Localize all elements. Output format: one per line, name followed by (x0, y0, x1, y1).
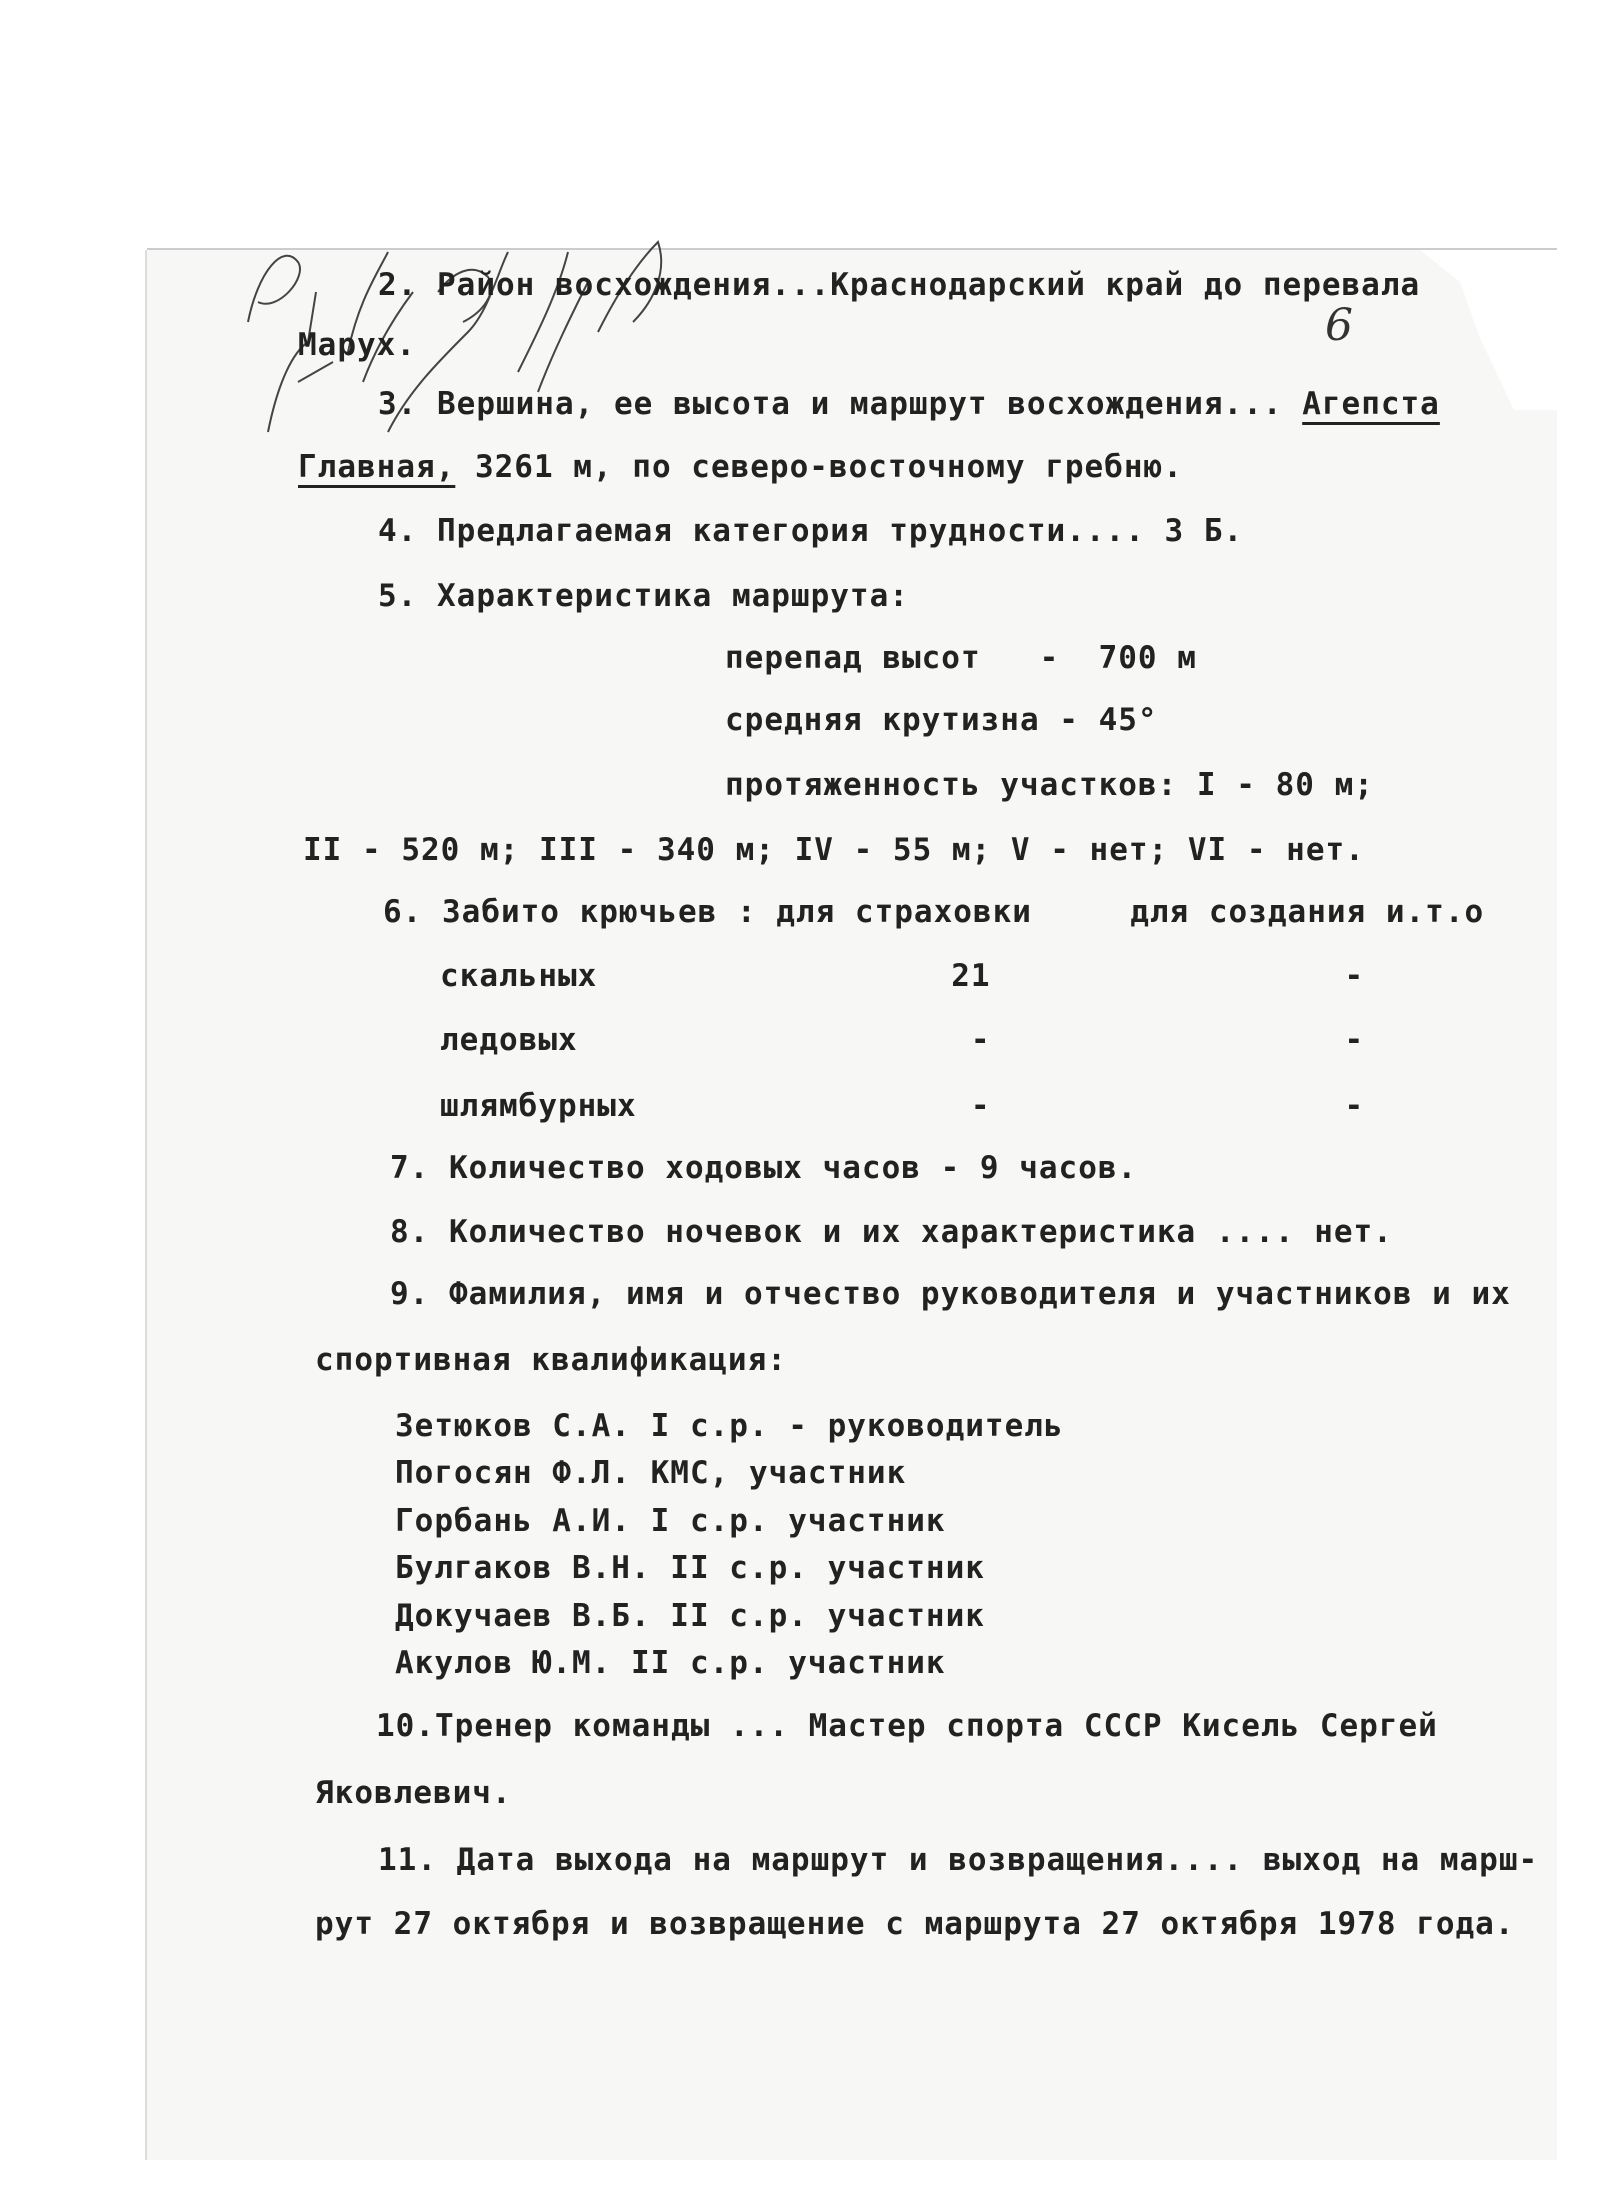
item-4-line: 4. Предлагаемая категория трудности.... 3 Б. (378, 513, 1244, 549)
sections-length: протяженность участков: I - 80 м; (725, 767, 1374, 803)
item-3-line (378, 386, 1440, 422)
peak-name-main-underlined: Главная, (298, 449, 456, 485)
item-10-continuation: Яковлевич. (315, 1775, 512, 1811)
item-2-continuation: Марух. (298, 327, 416, 363)
item-8-line: 8. Количество ночевок и их характеристика .... нет. (390, 1214, 1393, 1250)
pitons-rock-row: скальных 21 - (440, 958, 1365, 994)
item-3-text: 3. Вершина, ее высота и маршрут восхождения... (378, 386, 1303, 422)
item-10-line: 10.Тренер команды ... Мастер спорта СССР Кисель Сергей (376, 1708, 1438, 1744)
item-3-continuation-text: 3261 м, по северо-восточному гребню. (455, 449, 1183, 485)
average-steepness: средняя крутизна - 45° (725, 702, 1158, 738)
participant-row: Горбань А.И. I с.р. участник (395, 1503, 946, 1539)
pitons-bolt-row: шлямбурных - - (440, 1088, 1365, 1124)
page-number: 6 (1325, 300, 1353, 351)
item-9-line: 9. Фамилия, имя и отчество руководителя и участников и их (390, 1276, 1511, 1312)
participant-row: Зетюков С.А. I с.р. - руководитель (395, 1408, 1064, 1444)
item-11-continuation: рут 27 октября и возвращение с маршрута 27 октября 1978 года. (315, 1906, 1515, 1942)
item-2-line: 2. Район восхождения...Краснодарский край до перевала (378, 267, 1421, 303)
item-7-line: 7. Количество ходовых часов - 9 часов. (390, 1150, 1138, 1186)
item-9-continuation: спортивная квалификация: (315, 1342, 787, 1378)
item-6-heading: 6. Забито крючьев : для страховки для создания и.т.о (383, 894, 1485, 930)
participant-row: Погосян Ф.Л. КМС, участник (395, 1455, 907, 1491)
item-3-continuation (298, 449, 1183, 485)
participant-row: Акулов Ю.М. II с.р. участник (395, 1645, 946, 1681)
item-11-line: 11. Дата выхода на маршрут и возвращения.... выход на марш- (378, 1842, 1539, 1878)
participant-row: Булгаков В.Н. II с.р. участник (395, 1550, 985, 1586)
peak-name-underlined: Агепста (1302, 386, 1440, 422)
participant-row: Докучаев В.Б. II с.р. участник (395, 1598, 985, 1634)
pitons-ice-row: ледовых - - (440, 1022, 1365, 1058)
item-5-heading: 5. Характеристика маршрута: (378, 578, 909, 614)
sections-length-continuation: II - 520 м; III - 340 м; IV - 55 м; V - нет; VI - нет. (303, 832, 1365, 868)
altitude-difference: перепад высот - 700 м (725, 640, 1197, 676)
